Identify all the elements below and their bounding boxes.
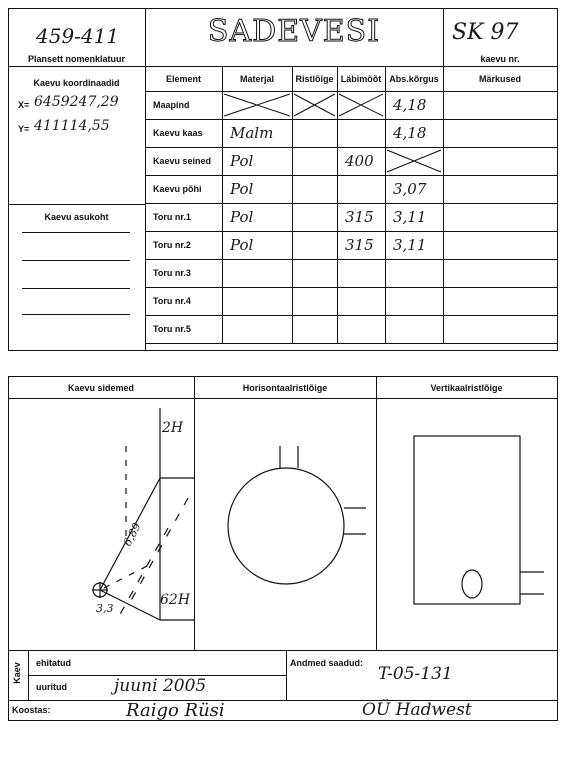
footer-side-label: Kaev [11, 662, 22, 684]
panel-title-connections: Kaevu sidemed [67, 383, 135, 393]
table-cell [300, 147, 337, 175]
table-cell [451, 203, 557, 231]
location-line [22, 288, 130, 289]
table-row-label: Kaevu kaas [153, 128, 203, 138]
well-id: SK 97 [452, 20, 519, 45]
location-label: Kaevu asukoht [44, 212, 109, 222]
crossed-cell-mark [292, 91, 337, 119]
table-cell [451, 259, 557, 287]
table-cell [300, 287, 337, 315]
table-cell [393, 287, 443, 315]
coord-x-label: X= [18, 100, 30, 110]
table-column-line [443, 67, 444, 343]
location-line [22, 260, 130, 261]
table-cell: 315 [345, 236, 374, 254]
sketch-label-top: 2H [162, 420, 184, 436]
table-cell: Pol [230, 152, 254, 170]
sketch-label-bottom: 62H [160, 592, 191, 608]
compiler-name: Raigo Rüsi [126, 700, 225, 721]
table-cell: 3,11 [393, 236, 427, 254]
table-header-3: Läbimõõt [340, 74, 382, 84]
table-cell [451, 231, 557, 259]
table-row-label: Maapind [153, 100, 190, 110]
location-line [22, 232, 130, 233]
table-cell [451, 287, 557, 315]
table-cell [230, 259, 292, 287]
table-row-line [145, 343, 557, 344]
table-header-1: Materjal [239, 74, 274, 84]
nomenclature-label: Plansett nomenklatuur [27, 54, 126, 64]
table-cell: Malm [230, 124, 274, 142]
well-number-label: kaevu nr. [480, 54, 520, 64]
table-row-label: Kaevu seined [153, 156, 212, 166]
coord-y-label: Y= [18, 124, 30, 134]
table-cell [345, 287, 385, 315]
table-row-label: Toru nr.5 [153, 324, 191, 334]
table-cell [300, 315, 337, 343]
table-cell: Pol [230, 208, 254, 226]
sketch-label-distance: 6,89 [120, 520, 144, 549]
table-row-label: Toru nr.1 [153, 212, 191, 222]
table-cell [345, 315, 385, 343]
table-cell [300, 259, 337, 287]
table-cell [393, 259, 443, 287]
table-cell: 3,07 [393, 180, 427, 198]
table-cell: 315 [345, 208, 374, 226]
table-cell [300, 119, 337, 147]
page-title: SADEVESI [207, 14, 381, 49]
table-header-5: Märkused [478, 74, 522, 84]
table-row-label: Toru nr.4 [153, 296, 191, 306]
table-cell: 3,11 [393, 208, 427, 226]
table-cell [451, 147, 557, 175]
table-row-label: Toru nr.2 [153, 240, 191, 250]
company-name: OÜ Hadwest [362, 700, 472, 720]
crossed-cell-mark [337, 91, 385, 119]
coord-x-value: 6459247,29 [34, 94, 119, 110]
table-cell: 4,18 [393, 124, 427, 142]
table-cell [230, 287, 292, 315]
table-header-4: Abs.kõrgus [389, 74, 439, 84]
table-cell [300, 175, 337, 203]
table-header-0: Element [165, 74, 201, 84]
table-cell: 4,18 [393, 96, 427, 114]
table-cell [393, 315, 443, 343]
table-cell [345, 175, 385, 203]
table-cell: Pol [230, 236, 254, 254]
table-cell [451, 91, 557, 119]
sketch-label-corner: 3,3 [96, 602, 114, 615]
crossed-cell-mark [385, 147, 443, 175]
table-cell [300, 231, 337, 259]
table-cell [345, 259, 385, 287]
table-cell [345, 119, 385, 147]
data-source-label: Andmed saadud: [290, 658, 364, 668]
compiler-label: Koostas: [12, 705, 51, 715]
coords-label: Kaevu koordinaadid [33, 78, 120, 88]
panel-title-horizontal: Horisontaalristlõige [242, 383, 328, 393]
data-source-value: T-05-131 [378, 664, 453, 684]
built-label: ehitatud [36, 658, 71, 668]
table-row-label: Toru nr.3 [153, 268, 191, 278]
table-row-label: Kaevu põhi [153, 184, 202, 194]
crossed-cell-mark [222, 91, 292, 119]
table-cell [451, 119, 557, 147]
nomenclature-number: 459-411 [36, 24, 120, 48]
measured-value: juuni 2005 [114, 676, 207, 696]
table-cell [451, 175, 557, 203]
table-column-line [385, 67, 386, 343]
table-cell: 400 [345, 152, 374, 170]
location-line [22, 314, 130, 315]
table-header-2: Ristlõige [295, 74, 334, 84]
panel-title-vertical: Vertikaalristlõige [430, 383, 503, 393]
measured-label: uuritud [36, 682, 67, 692]
coord-y-value: 411114,55 [34, 118, 110, 134]
table-cell [230, 315, 292, 343]
horizontal-section-sketch [194, 398, 376, 650]
vertical-section-sketch [376, 398, 557, 650]
table-cell: Pol [230, 180, 254, 198]
table-cell [300, 203, 337, 231]
table-cell [451, 315, 557, 343]
